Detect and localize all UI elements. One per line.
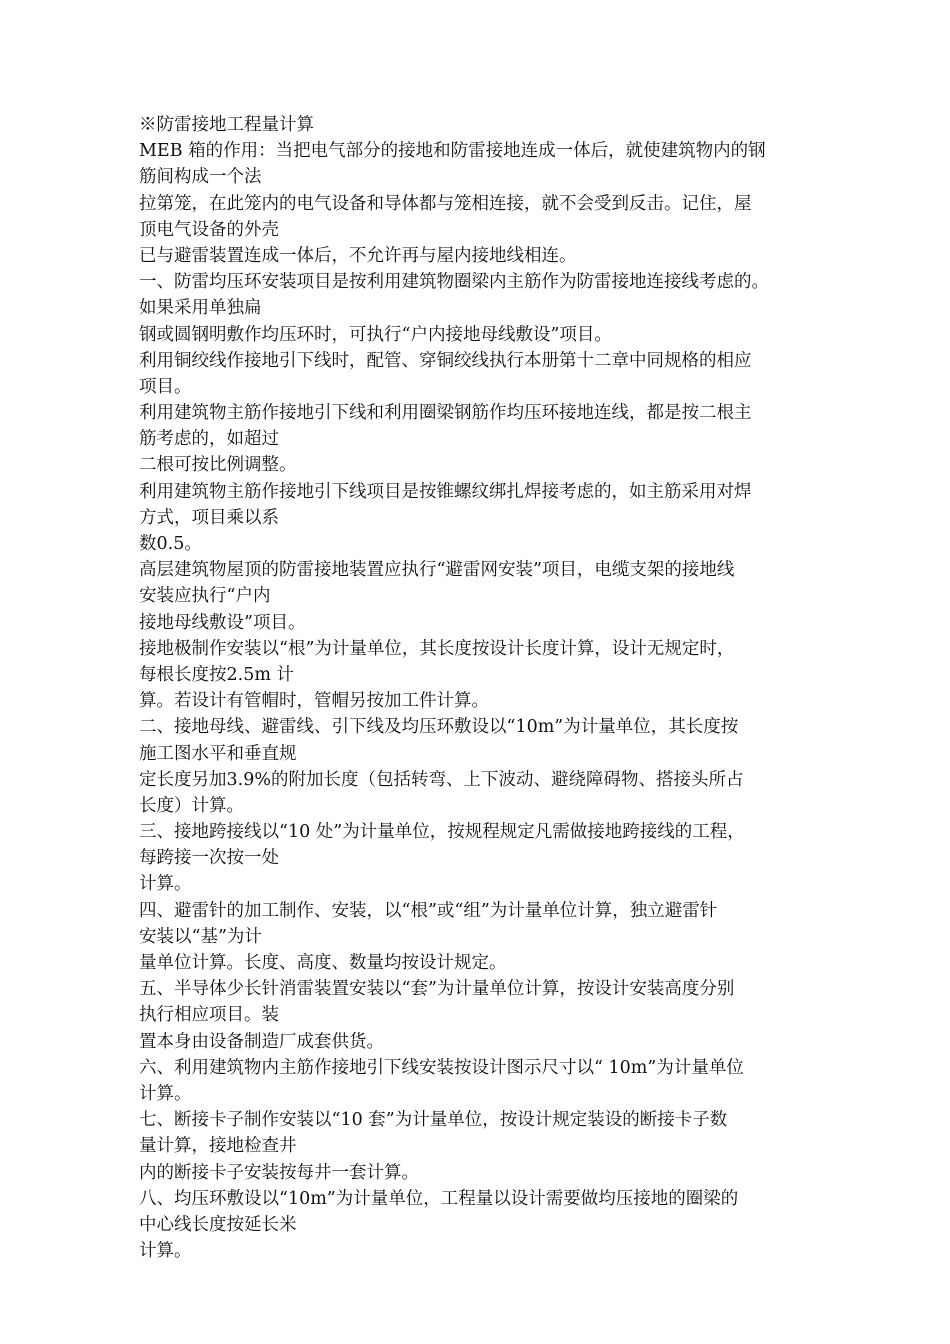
document-line: ※防雷接地工程量计算 (139, 115, 314, 135)
document-line: 内的断接卡子安装按每井一套计算。 (139, 1162, 419, 1183)
document-line: 安装应执行“户内 (139, 586, 271, 607)
document-line: 筋间构成一个法 (139, 167, 262, 188)
document-line: 钢或圆钢明敷作均压环时，可执行“户内接地母线敷设”项目。 (139, 324, 612, 345)
document-line: 长度）计算。 (139, 795, 244, 816)
document-body (139, 112, 811, 1264)
document-line: 二根可按比例调整。 (139, 455, 297, 476)
document-line: 中心线长度按延长米 (139, 1214, 297, 1235)
document-line: 每跨接一次按一处 (139, 848, 279, 869)
document-line: 六、利用建筑物内主筋作接地引下线安装按设计图示尺寸以“ 10m”为计量单位 (139, 1057, 744, 1078)
document-line: 八、均压环敷设以“10m”为计量单位，工程量以设计需要做均压接地的圈梁的 (139, 1188, 739, 1209)
document-line: 执行相应项目。装 (139, 1005, 279, 1026)
document-line: 已与避雷装置连成一体后，不允许再与屋内接地线相连。 (139, 245, 577, 266)
document-line: 顶电气设备的外壳 (139, 219, 279, 240)
document-line: 定长度另加3.9%的附加长度（包括转弯、上下波动、避绕障碍物、搭接头所占 (139, 769, 744, 790)
document-line: 算。若设计有管帽时，管帽另按加工件计算。 (139, 691, 489, 712)
document-line: 接地极制作安装以“根”为计量单位，其长度按设计长度计算，设计无规定时， (139, 638, 735, 659)
document-line: 计算。 (139, 1241, 192, 1262)
document-line: 量单位计算。长度、高度、数量均按设计规定。 (139, 953, 507, 973)
document-line: 高层建筑物屋顶的防雷接地装置应执行“避雷网安装”项目，电缆支架的接地线 (139, 560, 735, 581)
document-line: 一、防雷均压环安装项目是按利用建筑物圈梁内主筋作为防雷接地连接线考虑的。 (139, 272, 769, 293)
document-line: 量计算，接地检查井 (139, 1136, 297, 1157)
document-line: 施工图水平和垂直规 (139, 743, 297, 764)
document-line: 利用铜绞线作接地引下线时，配管、穿铜绞线执行本册第十二章中同规格的相应 (139, 350, 752, 371)
document-line: 计算。 (139, 874, 192, 895)
document-line: 七、断接卡子制作安装以“10 套”为计量单位，按设计规定装设的断接卡子数 (139, 1110, 728, 1131)
document-line: 项目。 (139, 376, 192, 397)
document-line: 安装以“基”为计 (139, 926, 262, 947)
document-line: 计算。 (139, 1083, 192, 1104)
document-line: 接地母线敷设”项目。 (139, 612, 306, 633)
document-line: 二、接地母线、避雷线、引下线及均压环敷设以“10m”为计量单位，其长度按 (139, 717, 739, 738)
document-line: 数0.5。 (139, 534, 202, 554)
document-line: 每根长度按2.5m 计 (139, 664, 294, 685)
document-line: 四、避雷针的加工制作、安装，以“根”或“组”为计量单位计算，独立避雷针 (139, 900, 718, 921)
document-line: 三、接地跨接线以“10 处”为计量单位，按规程规定凡需做接地跨接线的工程， (139, 822, 745, 843)
document-line: 利用建筑物主筋作接地引下线和利用圈梁钢筋作均压环接地连线，都是按二根主 (139, 403, 752, 424)
document-line: MEB 箱的作用：当把电气部分的接地和防雷接地连成一体后，就使建筑物内的钢 (139, 141, 766, 162)
document-line: 置本身由设备制造厂成套供货。 (139, 1031, 384, 1052)
document-line: 如果采用单独扁 (139, 298, 262, 319)
document-line: 筋考虑的，如超过 (139, 429, 279, 450)
document-line: 拉第笼，在此笼内的电气设备和导体都与笼相连接，就不会受到反击。记住，屋 (139, 193, 752, 214)
document-line: 利用建筑物主筋作接地引下线项目是按锥螺纹绑扎焊接考虑的，如主筋采用对焊 (139, 481, 752, 502)
document-line: 五、半导体少长针消雷装置安装以“套”为计量单位计算，按设计安装高度分别 (139, 979, 735, 1000)
document-line: 方式，项目乘以系 (139, 507, 279, 528)
